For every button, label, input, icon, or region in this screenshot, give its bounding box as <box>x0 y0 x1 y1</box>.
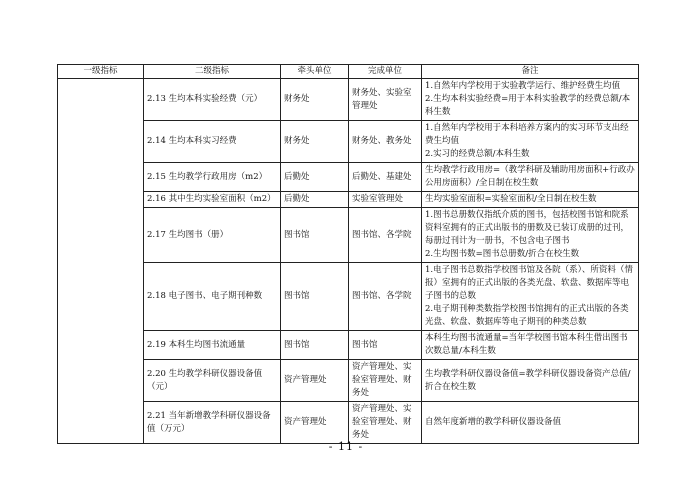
table-row <box>58 331 639 360</box>
indicator-table <box>57 64 639 444</box>
table-row <box>58 192 639 208</box>
indicator-cell: 2.19 本科生均图书流通量 <box>144 331 281 360</box>
note-line: 2.生均图书数=图书总册数/折合在校生数 <box>425 249 580 259</box>
header-cell: 完成单位 <box>349 65 422 79</box>
note-line: 1.电子图书总数指学校图书馆及各院（系）、所资料（情报）室拥有的正式出版的各类光盘、软盘、数据库等电子图书的总数 <box>425 265 633 301</box>
completion-unit-cell: 图书馆 <box>349 331 422 360</box>
completion-unit-cell: 资产管理处、实验室管理处、财务处 <box>349 360 422 402</box>
notes-cell <box>422 263 639 331</box>
indicator-cell: 2.13 生均本科实验经费（元） <box>144 79 281 121</box>
header-row <box>58 65 639 79</box>
completion-unit-cell: 后勤处、基建处 <box>349 163 422 192</box>
lead-unit-cell: 财务处 <box>281 121 349 163</box>
header-cell: 一级指标 <box>58 65 144 79</box>
table-row <box>58 263 639 331</box>
page-number: - 11 - <box>328 440 364 453</box>
lead-unit-cell: 图书馆 <box>281 208 349 263</box>
completion-unit-cell: 财务处、实验室管理处 <box>349 79 422 121</box>
table-row <box>58 208 639 263</box>
indicator-cell: 2.14 生均本科实习经费 <box>144 121 281 163</box>
completion-unit-cell: 实验室管理处 <box>349 192 422 208</box>
note-line: 2.生均本科实验经费=用于本科实验教学的经费总额/本科生数 <box>425 94 631 117</box>
note-line: 2.电子期刊种类数指学校图书馆拥有的正式出版的各类光盘、软盘、数据库等电子期刊的种类总数 <box>425 304 629 327</box>
notes-cell <box>422 163 639 192</box>
completion-unit-cell: 图书馆、各学院 <box>349 263 422 331</box>
completion-unit-cell: 图书馆、各学院 <box>349 208 422 263</box>
lead-unit-cell: 财务处 <box>281 79 349 121</box>
completion-unit-cell: 资产管理处、实验室管理处、财务处 <box>349 402 422 444</box>
indicator-cell: 2.15 生均教学行政用房（m2） <box>144 163 281 192</box>
first-level-cell <box>58 79 144 444</box>
indicator-cell: 2.18 电子图书、电子期刊种数 <box>144 263 281 331</box>
lead-unit-cell: 后勤处 <box>281 192 349 208</box>
notes-cell <box>422 208 639 263</box>
note-line: 1.自然年内学校用于实验教学运行、维护经费生均值 <box>425 81 621 91</box>
notes-cell <box>422 192 639 208</box>
note-line: 2.实习的经费总额/本科生数 <box>425 149 530 159</box>
notes-cell <box>422 121 639 163</box>
table-row <box>58 402 639 444</box>
lead-unit-cell: 资产管理处 <box>281 360 349 402</box>
note-line: 1.图书总册数仅指纸介质的图书，包括校图书馆和院系资料室拥有的正式出版书的册数及已装订成册的过刊，每册过刊计为一册书，不包含电子图书 <box>425 210 630 246</box>
indicator-cell: 2.21 当年新增教学科研仪器设备值（万元） <box>144 402 281 444</box>
header-cell: 备注 <box>422 65 639 79</box>
notes-cell <box>422 79 639 121</box>
completion-unit-cell: 财务处、教务处 <box>349 121 422 163</box>
lead-unit-cell: 资产管理处 <box>281 402 349 444</box>
header-cell: 牵头单位 <box>281 65 349 79</box>
note-line: 本科生均图书流通量=当年学校图书馆本科生借出图书次数总量/本科生数 <box>425 333 628 356</box>
note-line: 生均教学科研仪器设备值=教学科研仪器设备资产总值/折合在校生数 <box>425 368 631 392</box>
table-row <box>58 121 639 163</box>
note-line: 生均教学行政用房=（教学科研及辅助用房面积+行政办公用房面积）/全日制在校生数 <box>425 165 635 188</box>
lead-unit-cell: 图书馆 <box>281 263 349 331</box>
note-line: 1.自然年内学校用于本科培养方案内的实习环节支出经费生均值 <box>425 123 629 146</box>
indicator-cell: 2.17 生均图书（册） <box>144 208 281 263</box>
table-row <box>58 163 639 192</box>
notes-cell <box>422 331 639 360</box>
table-row <box>58 79 639 121</box>
table-body <box>58 65 639 444</box>
note-line: 生均实验室面积=实验室面积/全日制在校生数 <box>425 194 597 204</box>
indicator-cell: 2.20 生均教学科研仪器设备值（元） <box>144 360 281 402</box>
note-line: 自然年度新增的教学科研仪器设备值 <box>425 417 562 427</box>
lead-unit-cell: 图书馆 <box>281 331 349 360</box>
notes-cell <box>422 402 639 444</box>
notes-cell <box>422 360 639 402</box>
table-row <box>58 360 639 402</box>
lead-unit-cell: 后勤处 <box>281 163 349 192</box>
indicator-cell: 2.16 其中生均实验室面积（m2） <box>144 192 281 208</box>
header-cell: 二级指标 <box>144 65 281 79</box>
